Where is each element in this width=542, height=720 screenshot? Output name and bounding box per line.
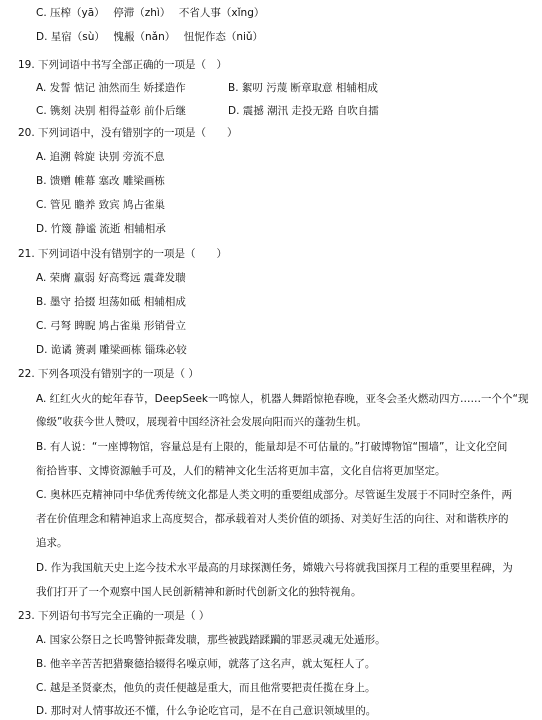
option-text: 星宿（sù） 愧赧（nǎn） 忸怩作态（niǔ） [50,31,264,43]
q23-option-c: C. 越是圣贤豪杰，他负的责任便越是重大，而且他常要把责任揽在身上。 [36,682,376,694]
q20-stem: 20. 下列词语中，没有错别字的一项是（ ） [18,127,238,139]
q18-option-d-text [36,30,263,44]
q21-option-b: B. 墨守 拾掇 坦荡如砥 相辅相成 [36,296,186,308]
q20-option-b: B. 馈赠 帷幕 塞改 雕梁画栋 [36,175,165,187]
q19-option-c: C. 镌刻 决别 相得益彰 前仆后继 [36,105,187,117]
q21-option-a: A. 荣膺 羸弱 好高骛远 震聋发聩 [36,272,186,284]
q22-stem: 22. 下列各项没有错别字的一项是（ ） [18,368,199,380]
q23-option-b: B. 他辛辛苦苦把猎聚德拾辍得名噪京师，就落了这名声，就太冤枉人了。 [36,658,376,670]
q22-option-d-line2: 我们打开了一个观察中国人民创新精神和新时代创新文化的独特视角。 [36,586,362,598]
q21-option-d: D. 诡谲 箦剥 雕梁画栋 锱珠必较 [36,344,187,356]
q23-option-a: A. 国家公祭日之长鸣警钟振聋发聩，那些被践踏蹂躏的罪恶灵魂无处遁形。 [36,634,386,646]
option-letter: D. [36,31,48,43]
q20-option-c: C. 管见 瞻养 致宾 鸠占雀巢 [36,199,166,211]
q20-option-d: D. 竹篾 静谧 流逝 相辅相承 [36,223,166,235]
q19-option-d: D. 震撼 潮汛 走投无路 自吹自擂 [228,105,379,117]
q21-stem: 21. 下列词语中没有错别字的一项是（ ） [18,248,228,260]
q22-option-d-line1: D. 作为我国航天史上迄今技术水平最高的月球探测任务，嫦娥六号将就我国探月工程的重要里程碑，为 [36,562,513,574]
q22-option-c-line2: 者在价值理念和精神追求上高度契合，都承载着对人类价值的颂扬、对美好生活的向往、对和谐秩序的 [36,513,509,525]
q20-option-a: A. 追溯 斡旋 诀别 旁流不息 [36,151,165,163]
q22-option-c-line3: 追求。 [36,537,68,549]
q22-option-c-line1: C. 奥林匹克精神同中华优秀传统文化都是人类文明的重要组成部分。尽管诞生发展于不同时空条件，两 [36,489,513,501]
q23-option-d: D. 那时对人情事故还不懂，什么争论吃官司，是不在自己意识领域里的。 [36,705,377,717]
q23-stem: 23. 下列语句书写完全正确的一项是（ ） [18,610,210,622]
option-letter: C. [36,7,47,19]
q19-option-b: B. 絮叨 污蔑 断章取意 相辅相成 [228,82,378,94]
q21-option-c: C. 弓弩 睥睨 鸠占雀巢 形销骨立 [36,320,187,332]
option-text: 压榨（yā） 停滞（zhì） 不省人事（xǐng） [50,7,265,19]
q19-stem: 19. 下列词语中书写全部正确的一项是（ ） [18,59,228,71]
q22-option-b-line2: 衔拾皆事、文博资源触手可及，人们的精神文化生活将更加丰富，文化自信将更加坚定。 [36,465,446,477]
q22-option-b-line1: B. 有人说：“一座博物馆，容量总是有上限的，能量却是不可估量的。”打破博物馆“围墙”，让文化空间 [36,441,508,453]
q22-option-a-line1: A. 红红火火的蛇年春节，DeepSeek一鸣惊人，机器人舞蹈惊艳春晚，亚冬会圣火燃动四方……一个个“现 [36,393,529,405]
q18-option-c-text [36,6,264,20]
q22-option-a-line2: 像级”收获今世人赞叹，展现着中国经济社会发展向阳而兴的蓬勃生机。 [36,416,367,428]
q19-option-a: A. 发誓 惦记 油然而生 娇揉造作 [36,82,186,94]
